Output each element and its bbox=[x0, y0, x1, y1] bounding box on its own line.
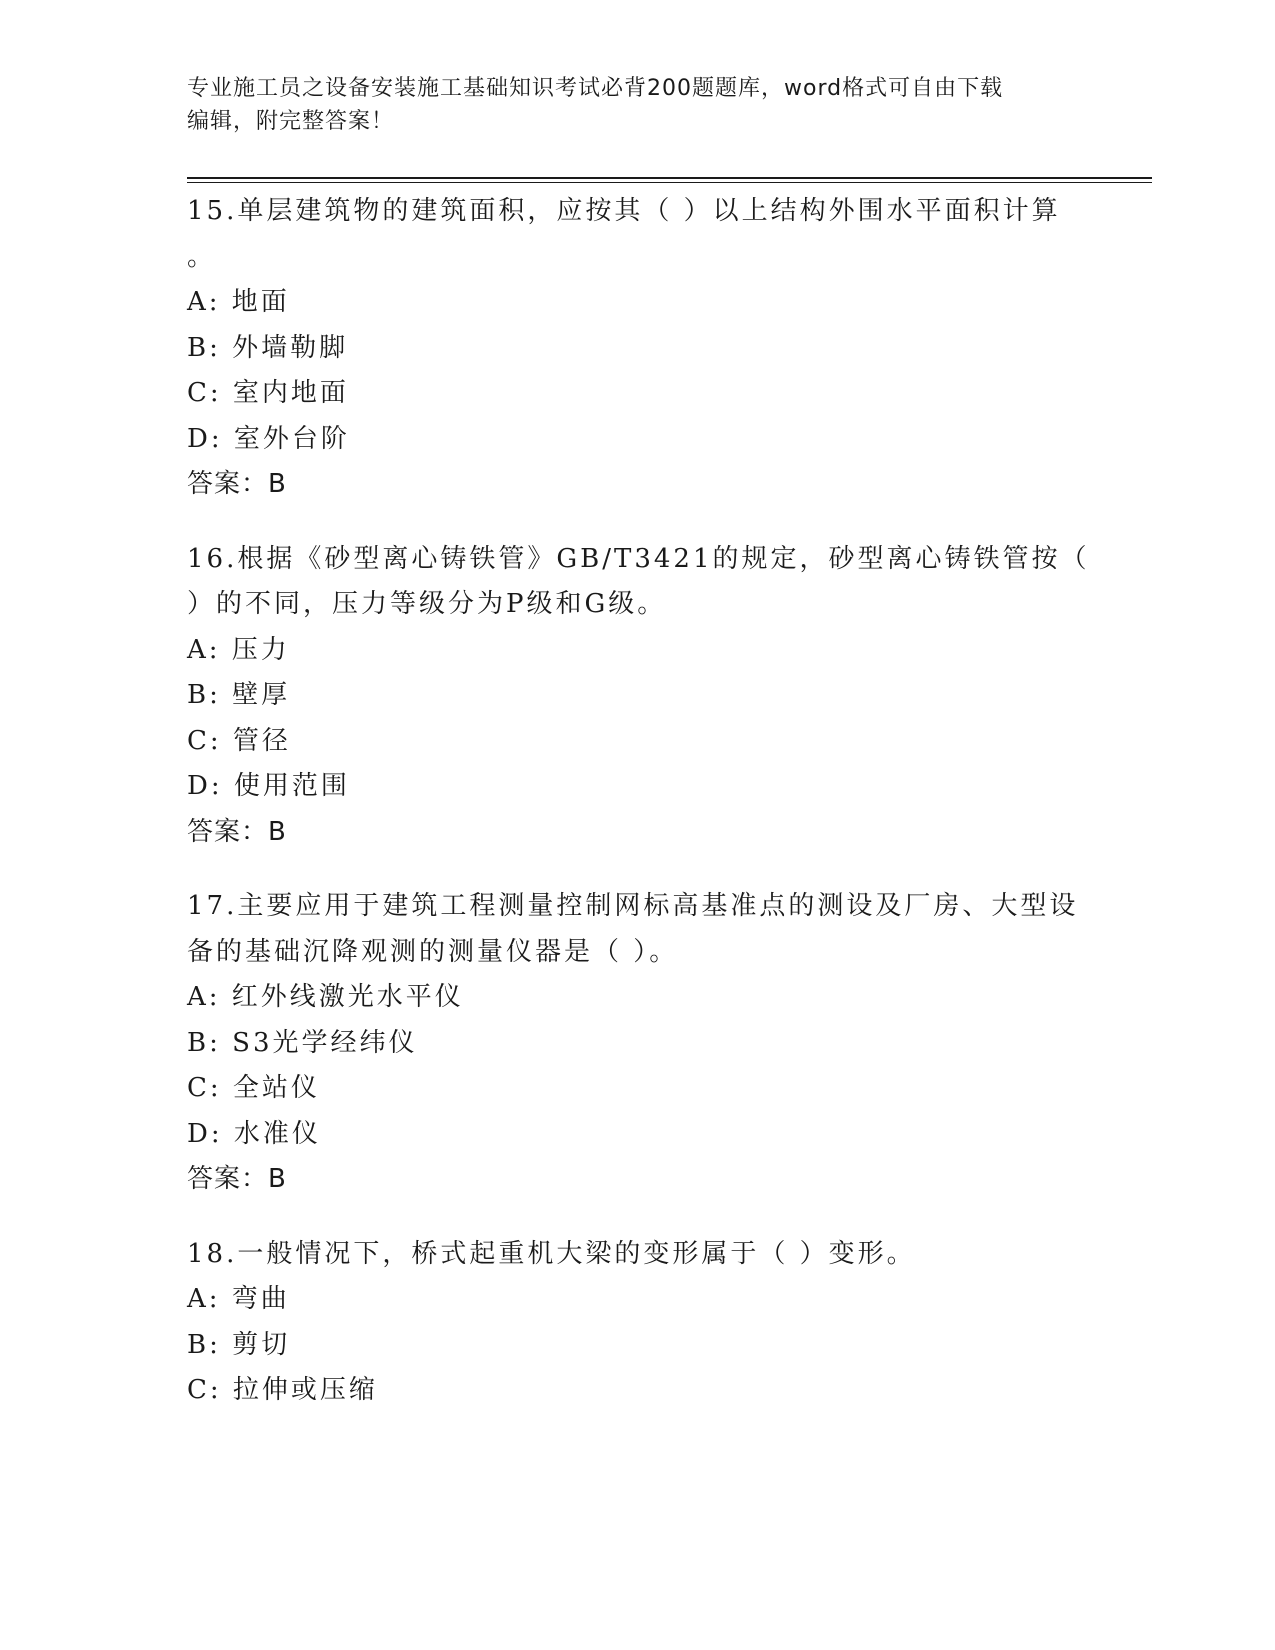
question-stem-line: ）的不同，压力等级分为P级和G级。 bbox=[187, 589, 667, 619]
option-a: A: 地面 bbox=[187, 287, 290, 317]
option-d: D: 使用范围 bbox=[187, 771, 350, 801]
answer-line: 答案：B bbox=[187, 469, 287, 499]
option-c: C: 管径 bbox=[187, 725, 291, 756]
option-b: B: 外墙勒脚 bbox=[187, 332, 349, 363]
option-a: A: 压力 bbox=[187, 634, 290, 665]
option-b: B: 壁厚 bbox=[187, 680, 291, 710]
option-d: D: 水准仪 bbox=[187, 1118, 321, 1149]
question-list bbox=[187, 189, 1090, 1443]
question-stem-line: 17.主要应用于建筑工程测量控制网标高基准点的测设及厂房、大型设 bbox=[187, 891, 1079, 921]
option-b: B: S3光学经纬仪 bbox=[187, 1027, 418, 1058]
question-stem-line: 备的基础沉降观测的测量仪器是（ ）。 bbox=[187, 936, 679, 967]
question-18 bbox=[187, 1232, 1087, 1414]
header-line-2: 编辑，附完整答案！ bbox=[187, 109, 395, 134]
header-line-1: 专业施工员之设备安装施工基础知识考试必背200题题库，word格式可自由下载 bbox=[187, 76, 1004, 101]
question-stem-line: 15.单层建筑物的建筑面积，应按其（ ）以上结构外围水平面积计算 bbox=[187, 196, 1061, 226]
option-c: C: 拉伸或压缩 bbox=[187, 1375, 378, 1405]
option-c: C: 室内地面 bbox=[187, 378, 349, 408]
question-17 bbox=[187, 884, 1087, 1203]
header-divider-thin bbox=[187, 182, 1152, 183]
option-b: B: 剪切 bbox=[187, 1329, 291, 1360]
question-15 bbox=[187, 189, 1087, 508]
question-16 bbox=[187, 537, 1090, 856]
header-divider-thick bbox=[187, 177, 1152, 179]
answer-line: 答案：B bbox=[187, 816, 287, 847]
option-a: A: 弯曲 bbox=[187, 1284, 290, 1314]
question-stem-line: 16.根据《砂型离心铸铁管》GB/T3421的规定，砂型离心铸铁管按（ bbox=[187, 543, 1090, 574]
option-d: D: 室外台阶 bbox=[187, 423, 350, 454]
document-header bbox=[187, 72, 1067, 138]
answer-line: 答案：B bbox=[187, 1164, 287, 1194]
question-stem-line: 。 bbox=[187, 241, 217, 272]
option-c: C: 全站仪 bbox=[187, 1073, 320, 1103]
option-a: A: 红外线激光水平仪 bbox=[187, 982, 464, 1012]
question-stem-line: 18.一般情况下，桥式起重机大梁的变形属于（ ）变形。 bbox=[187, 1238, 916, 1269]
